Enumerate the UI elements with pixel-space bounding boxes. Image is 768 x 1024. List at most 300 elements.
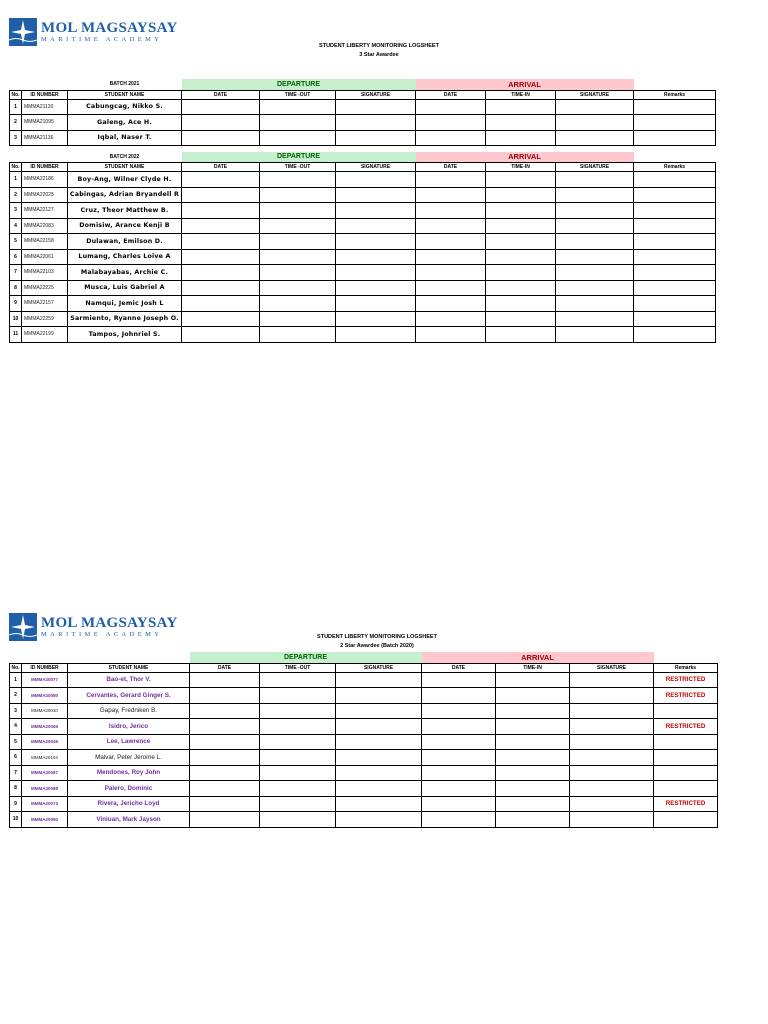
table-row bbox=[10, 99, 716, 115]
col-date-in: DATE bbox=[416, 90, 486, 99]
time-in-cell[interactable] bbox=[496, 812, 570, 828]
id-number: MMMA22259 bbox=[22, 311, 68, 327]
date-in-cell[interactable] bbox=[422, 672, 496, 688]
student-name: Musca, Luis Gabriel A bbox=[68, 280, 182, 296]
time-in-cell[interactable] bbox=[486, 234, 556, 250]
date-in-cell[interactable] bbox=[422, 750, 496, 766]
spacer bbox=[10, 79, 68, 90]
student-name: Namqui, Jemic Josh L bbox=[68, 296, 182, 312]
time-in-cell[interactable] bbox=[486, 265, 556, 281]
remarks-cell bbox=[654, 734, 718, 750]
column-header-row bbox=[10, 663, 718, 672]
signature-in-cell[interactable] bbox=[556, 99, 634, 115]
time-in-cell[interactable] bbox=[486, 187, 556, 203]
signature-in-cell[interactable] bbox=[556, 172, 634, 188]
col-signature-out: SIGNATURE bbox=[336, 90, 416, 99]
logo-line1: MOL MAGSAYSAY bbox=[41, 614, 178, 631]
col-student-name: STUDENT NAME bbox=[68, 90, 182, 99]
row-number: 3 bbox=[10, 203, 22, 219]
signature-out-cell[interactable] bbox=[336, 734, 422, 750]
date-out-cell[interactable] bbox=[182, 249, 260, 265]
date-out-cell[interactable] bbox=[190, 765, 260, 781]
table-row bbox=[10, 703, 718, 719]
spacer bbox=[10, 152, 68, 163]
signature-in-cell[interactable] bbox=[570, 688, 654, 704]
signature-in-cell[interactable] bbox=[556, 187, 634, 203]
signature-out-cell[interactable] bbox=[336, 130, 416, 146]
time-out-cell[interactable] bbox=[260, 719, 336, 735]
col-signature-in: SIGNATURE bbox=[556, 163, 634, 172]
spacer bbox=[634, 152, 716, 163]
time-in-cell[interactable] bbox=[486, 115, 556, 131]
signature-out-cell[interactable] bbox=[336, 672, 422, 688]
student-name: Palero, Dominic bbox=[68, 781, 190, 797]
time-out-cell[interactable] bbox=[260, 280, 336, 296]
signature-in-cell[interactable] bbox=[570, 750, 654, 766]
date-in-cell[interactable] bbox=[416, 172, 486, 188]
departure-header: DEPARTURE bbox=[190, 652, 422, 663]
row-number: 4 bbox=[10, 218, 22, 234]
remarks-cell bbox=[654, 750, 718, 766]
date-out-cell[interactable] bbox=[190, 703, 260, 719]
date-out-cell[interactable] bbox=[190, 734, 260, 750]
date-out-cell[interactable] bbox=[190, 796, 260, 812]
date-in-cell[interactable] bbox=[416, 130, 486, 146]
time-in-cell[interactable] bbox=[486, 249, 556, 265]
time-out-cell[interactable] bbox=[260, 99, 336, 115]
compass-star-icon bbox=[9, 613, 37, 641]
id-number: MMMA20090 bbox=[22, 812, 68, 828]
signature-out-cell[interactable] bbox=[336, 812, 422, 828]
remarks-cell[interactable] bbox=[634, 130, 716, 146]
signature-in-cell[interactable] bbox=[570, 719, 654, 735]
date-out-cell[interactable] bbox=[190, 750, 260, 766]
time-in-cell[interactable] bbox=[496, 734, 570, 750]
student-name: Mendones, Roy John bbox=[68, 765, 190, 781]
time-out-cell[interactable] bbox=[260, 734, 336, 750]
date-out-cell[interactable] bbox=[182, 296, 260, 312]
time-in-cell[interactable] bbox=[486, 172, 556, 188]
date-in-cell[interactable] bbox=[416, 218, 486, 234]
row-number: 2 bbox=[10, 187, 22, 203]
column-header-row bbox=[10, 90, 716, 99]
signature-out-cell[interactable] bbox=[336, 203, 416, 219]
time-out-cell[interactable] bbox=[260, 812, 336, 828]
time-out-cell[interactable] bbox=[260, 187, 336, 203]
time-in-cell[interactable] bbox=[486, 130, 556, 146]
remarks-cell: RESTRICTED bbox=[654, 796, 718, 812]
col-date-out: DATE bbox=[182, 90, 260, 99]
table-row bbox=[10, 218, 716, 234]
table-row bbox=[10, 765, 718, 781]
student-name: Rivera, Jericho Loyd bbox=[68, 796, 190, 812]
time-in-cell[interactable] bbox=[496, 765, 570, 781]
signature-in-cell[interactable] bbox=[556, 234, 634, 250]
col-student-name: STUDENT NAME bbox=[68, 663, 190, 672]
remarks-cell[interactable] bbox=[634, 327, 716, 343]
date-in-cell[interactable] bbox=[416, 249, 486, 265]
time-out-cell[interactable] bbox=[260, 249, 336, 265]
row-number: 7 bbox=[10, 265, 22, 281]
time-in-cell[interactable] bbox=[496, 750, 570, 766]
row-number: 10 bbox=[10, 311, 22, 327]
id-number: MMMA22199 bbox=[22, 327, 68, 343]
signature-out-cell[interactable] bbox=[336, 765, 422, 781]
col-time-in: TIME-IN bbox=[486, 90, 556, 99]
date-in-cell[interactable] bbox=[416, 311, 486, 327]
row-number: 3 bbox=[10, 703, 22, 719]
date-in-cell[interactable] bbox=[416, 234, 486, 250]
arrival-header: ARRIVAL bbox=[416, 152, 634, 163]
table-row bbox=[10, 781, 718, 797]
signature-out-cell[interactable] bbox=[336, 234, 416, 250]
time-out-cell[interactable] bbox=[260, 672, 336, 688]
signature-in-cell[interactable] bbox=[570, 734, 654, 750]
time-out-cell[interactable] bbox=[260, 781, 336, 797]
date-in-cell[interactable] bbox=[416, 327, 486, 343]
time-out-cell[interactable] bbox=[260, 296, 336, 312]
signature-in-cell[interactable] bbox=[556, 203, 634, 219]
time-in-cell[interactable] bbox=[496, 688, 570, 704]
date-in-cell[interactable] bbox=[416, 280, 486, 296]
id-number: MMMA22127 bbox=[22, 203, 68, 219]
time-out-cell[interactable] bbox=[260, 750, 336, 766]
remarks-cell[interactable] bbox=[634, 249, 716, 265]
date-out-cell[interactable] bbox=[182, 203, 260, 219]
row-number: 5 bbox=[10, 734, 22, 750]
signature-out-cell[interactable] bbox=[336, 719, 422, 735]
row-number: 5 bbox=[10, 234, 22, 250]
table-row bbox=[10, 812, 718, 828]
time-in-cell[interactable] bbox=[486, 99, 556, 115]
logo-line2: MARITIME ACADEMY bbox=[41, 630, 163, 638]
date-in-cell[interactable] bbox=[422, 796, 496, 812]
time-out-cell[interactable] bbox=[260, 765, 336, 781]
time-out-cell[interactable] bbox=[260, 703, 336, 719]
table-row bbox=[10, 719, 718, 735]
date-in-cell[interactable] bbox=[416, 203, 486, 219]
signature-out-cell[interactable] bbox=[336, 796, 422, 812]
banner-row bbox=[10, 652, 718, 663]
signature-in-cell[interactable] bbox=[556, 249, 634, 265]
remarks-cell[interactable] bbox=[634, 99, 716, 115]
row-number: 8 bbox=[10, 781, 22, 797]
id-number: MMMA22061 bbox=[22, 249, 68, 265]
col-time-in: TIME-IN bbox=[486, 163, 556, 172]
time-in-cell[interactable] bbox=[496, 796, 570, 812]
signature-out-cell[interactable] bbox=[336, 99, 416, 115]
date-out-cell[interactable] bbox=[190, 672, 260, 688]
date-in-cell[interactable] bbox=[422, 703, 496, 719]
row-number: 1 bbox=[10, 99, 22, 115]
date-in-cell[interactable] bbox=[416, 99, 486, 115]
date-in-cell[interactable] bbox=[422, 719, 496, 735]
id-number: MMMA22157 bbox=[22, 296, 68, 312]
date-out-cell[interactable] bbox=[182, 172, 260, 188]
spacer bbox=[654, 652, 718, 663]
row-number: 2 bbox=[10, 688, 22, 704]
id-number: MMMA20104 bbox=[22, 750, 68, 766]
signature-out-cell[interactable] bbox=[336, 172, 416, 188]
id-number: MMMA22103 bbox=[22, 265, 68, 281]
signature-in-cell[interactable] bbox=[570, 703, 654, 719]
time-out-cell[interactable] bbox=[260, 172, 336, 188]
id-number: MMMA22083 bbox=[22, 218, 68, 234]
time-out-cell[interactable] bbox=[260, 796, 336, 812]
row-number: 1 bbox=[10, 172, 22, 188]
date-out-cell[interactable] bbox=[182, 327, 260, 343]
col-signature-out: SIGNATURE bbox=[336, 663, 422, 672]
remarks-cell bbox=[654, 781, 718, 797]
remarks-cell: RESTRICTED bbox=[654, 672, 718, 688]
table-row bbox=[10, 234, 716, 250]
id-number: MMMA20088 bbox=[22, 781, 68, 797]
date-out-cell[interactable] bbox=[190, 688, 260, 704]
student-name: Lumang, Charles Loive A bbox=[68, 249, 182, 265]
batch-label: BATCH 2022 bbox=[109, 153, 140, 160]
student-name: Cabungcag, Nikko S. bbox=[68, 99, 182, 115]
student-name: Cabingas, Adrian Bryandell R bbox=[68, 187, 182, 203]
date-out-cell[interactable] bbox=[182, 99, 260, 115]
date-out-cell[interactable] bbox=[182, 130, 260, 146]
remarks-cell[interactable] bbox=[634, 296, 716, 312]
col-remarks: Remarks bbox=[634, 90, 716, 99]
signature-in-cell[interactable] bbox=[556, 218, 634, 234]
col-signature-out: SIGNATURE bbox=[336, 163, 416, 172]
time-in-cell[interactable] bbox=[496, 672, 570, 688]
logsheet-subheading: 3 Star Awardee bbox=[359, 52, 399, 58]
logsheet-table-2star bbox=[9, 652, 718, 828]
id-number: MMMA20010 bbox=[22, 703, 68, 719]
signature-out-cell[interactable] bbox=[336, 187, 416, 203]
time-out-cell[interactable] bbox=[260, 234, 336, 250]
remarks-cell bbox=[654, 812, 718, 828]
student-name: Cervantes, Gerard Ginger S. bbox=[68, 688, 190, 704]
date-in-cell[interactable] bbox=[422, 781, 496, 797]
col-date-in: DATE bbox=[416, 163, 486, 172]
row-number: 2 bbox=[10, 115, 22, 131]
batch-banner-row bbox=[10, 79, 716, 90]
remarks-cell[interactable] bbox=[634, 265, 716, 281]
col-time-out: TIME -OUT bbox=[260, 663, 336, 672]
signature-out-cell[interactable] bbox=[336, 218, 416, 234]
id-number: MMMA20073 bbox=[22, 796, 68, 812]
row-number: 3 bbox=[10, 130, 22, 146]
date-out-cell[interactable] bbox=[182, 234, 260, 250]
time-in-cell[interactable] bbox=[486, 311, 556, 327]
remarks-cell: RESTRICTED bbox=[654, 719, 718, 735]
column-header-row bbox=[10, 163, 716, 172]
table-row bbox=[10, 311, 716, 327]
date-in-cell[interactable] bbox=[422, 734, 496, 750]
id-number: MMMA21130 bbox=[22, 99, 68, 115]
student-name: Lee, Lawrence bbox=[68, 734, 190, 750]
remarks-cell[interactable] bbox=[634, 218, 716, 234]
date-out-cell[interactable] bbox=[182, 115, 260, 131]
row-number: 4 bbox=[10, 719, 22, 735]
remarks-cell bbox=[654, 703, 718, 719]
date-out-cell[interactable] bbox=[190, 781, 260, 797]
signature-in-cell[interactable] bbox=[556, 311, 634, 327]
time-in-cell[interactable] bbox=[496, 703, 570, 719]
student-name: Domisiw, Arance Kenji B bbox=[68, 218, 182, 234]
time-out-cell[interactable] bbox=[260, 311, 336, 327]
remarks-cell[interactable] bbox=[634, 234, 716, 250]
date-out-cell[interactable] bbox=[182, 187, 260, 203]
time-in-cell[interactable] bbox=[486, 296, 556, 312]
departure-header: DEPARTURE bbox=[182, 152, 416, 163]
spacer bbox=[10, 652, 190, 663]
signature-in-cell[interactable] bbox=[556, 280, 634, 296]
row-number: 9 bbox=[10, 296, 22, 312]
student-name: Isidro, Jerico bbox=[68, 719, 190, 735]
date-in-cell[interactable] bbox=[416, 115, 486, 131]
academy-logo bbox=[9, 18, 178, 46]
date-in-cell[interactable] bbox=[422, 812, 496, 828]
table-row bbox=[10, 327, 716, 343]
remarks-cell: RESTRICTED bbox=[654, 688, 718, 704]
time-in-cell[interactable] bbox=[496, 781, 570, 797]
id-number: MMMA20046 bbox=[22, 734, 68, 750]
academy-logo-2 bbox=[9, 613, 178, 641]
logsheet-heading: STUDENT LIBERTY MONITORING LOGSHEET bbox=[317, 634, 437, 640]
arrival-header: ARRIVAL bbox=[416, 79, 634, 90]
time-out-cell[interactable] bbox=[260, 218, 336, 234]
table-row bbox=[10, 265, 716, 281]
time-in-cell[interactable] bbox=[486, 327, 556, 343]
table-row bbox=[10, 187, 716, 203]
col-remarks: Remarks bbox=[654, 663, 718, 672]
remarks-cell[interactable] bbox=[634, 280, 716, 296]
row-number: 9 bbox=[10, 796, 22, 812]
logsheet-title-1 bbox=[234, 42, 524, 60]
time-out-cell[interactable] bbox=[260, 203, 336, 219]
remarks-cell[interactable] bbox=[634, 311, 716, 327]
signature-in-cell[interactable] bbox=[570, 796, 654, 812]
time-out-cell[interactable] bbox=[260, 327, 336, 343]
remarks-cell[interactable] bbox=[634, 172, 716, 188]
signature-out-cell[interactable] bbox=[336, 311, 416, 327]
student-name: Malabayabas, Archie C. bbox=[68, 265, 182, 281]
date-in-cell[interactable] bbox=[422, 765, 496, 781]
signature-in-cell[interactable] bbox=[570, 672, 654, 688]
time-out-cell[interactable] bbox=[260, 115, 336, 131]
col-date-out: DATE bbox=[190, 663, 260, 672]
signature-out-cell[interactable] bbox=[336, 750, 422, 766]
signature-out-cell[interactable] bbox=[336, 296, 416, 312]
signature-in-cell[interactable] bbox=[570, 781, 654, 797]
col-time-out: TIME -OUT bbox=[260, 90, 336, 99]
table-row bbox=[10, 296, 716, 312]
signature-in-cell[interactable] bbox=[556, 296, 634, 312]
time-out-cell[interactable] bbox=[260, 130, 336, 146]
arrival-header: ARRIVAL bbox=[422, 652, 654, 663]
signature-in-cell[interactable] bbox=[570, 812, 654, 828]
signature-in-cell[interactable] bbox=[556, 327, 634, 343]
table-row bbox=[10, 796, 718, 812]
id-number: MMMA21136 bbox=[22, 130, 68, 146]
logo-line1: MOL MAGSAYSAY bbox=[41, 19, 178, 36]
col-signature-in: SIGNATURE bbox=[556, 90, 634, 99]
col-time-out: TIME -OUT bbox=[260, 163, 336, 172]
date-in-cell[interactable] bbox=[422, 688, 496, 704]
signature-in-cell[interactable] bbox=[556, 130, 634, 146]
time-out-cell[interactable] bbox=[260, 688, 336, 704]
signature-in-cell[interactable] bbox=[570, 765, 654, 781]
compass-star-icon bbox=[9, 18, 37, 46]
date-out-cell[interactable] bbox=[182, 311, 260, 327]
remarks-cell[interactable] bbox=[634, 187, 716, 203]
date-out-cell[interactable] bbox=[190, 812, 260, 828]
date-out-cell[interactable] bbox=[190, 719, 260, 735]
date-out-cell[interactable] bbox=[182, 280, 260, 296]
col-id-number: ID NUMBER bbox=[22, 663, 68, 672]
signature-out-cell[interactable] bbox=[336, 249, 416, 265]
logsheet-subheading: 2 Star Awardee (Batch 2020) bbox=[340, 643, 414, 649]
id-number: MMMA20080 bbox=[22, 688, 68, 704]
logsheet-title-2 bbox=[232, 633, 522, 651]
table-row bbox=[10, 130, 716, 146]
id-number: MMMA22186 bbox=[22, 172, 68, 188]
table-row bbox=[10, 280, 716, 296]
student-name: Galeng, Ace H. bbox=[68, 115, 182, 131]
signature-out-cell[interactable] bbox=[336, 781, 422, 797]
logo-line2: MARITIME ACADEMY bbox=[41, 35, 163, 43]
student-name: Viniuan, Mark Jayson bbox=[68, 812, 190, 828]
signature-in-cell[interactable] bbox=[556, 265, 634, 281]
col-signature-in: SIGNATURE bbox=[570, 663, 654, 672]
date-out-cell[interactable] bbox=[182, 265, 260, 281]
id-number: MMMA22225 bbox=[22, 280, 68, 296]
row-number: 6 bbox=[10, 249, 22, 265]
row-number: 11 bbox=[10, 327, 22, 343]
id-number: MMMA21095 bbox=[22, 115, 68, 131]
date-out-cell[interactable] bbox=[182, 218, 260, 234]
signature-in-cell[interactable] bbox=[556, 115, 634, 131]
table-row bbox=[10, 688, 718, 704]
col-no: No. bbox=[11, 91, 20, 98]
signature-out-cell[interactable] bbox=[336, 327, 416, 343]
time-in-cell[interactable] bbox=[496, 719, 570, 735]
remarks-cell[interactable] bbox=[634, 203, 716, 219]
student-name: Iqbal, Naser T. bbox=[68, 130, 182, 146]
signature-out-cell[interactable] bbox=[336, 280, 416, 296]
time-out-cell[interactable] bbox=[260, 265, 336, 281]
table-row bbox=[10, 115, 716, 131]
remarks-cell[interactable] bbox=[634, 115, 716, 131]
date-in-cell[interactable] bbox=[416, 296, 486, 312]
col-time-in: TIME-IN bbox=[496, 663, 570, 672]
spacer bbox=[634, 79, 716, 90]
signature-out-cell[interactable] bbox=[336, 688, 422, 704]
signature-out-cell[interactable] bbox=[336, 115, 416, 131]
time-in-cell[interactable] bbox=[486, 280, 556, 296]
row-number: 10 bbox=[10, 812, 22, 828]
batch-label: BATCH 2021 bbox=[109, 81, 140, 88]
logsheet-heading: STUDENT LIBERTY MONITORING LOGSHEET bbox=[319, 43, 439, 49]
student-name: Bao-et, Thor V. bbox=[68, 672, 190, 688]
student-name: Sarmiento, Ryanne Joseph O. bbox=[68, 311, 182, 327]
remarks-cell bbox=[654, 765, 718, 781]
signature-out-cell[interactable] bbox=[336, 703, 422, 719]
time-in-cell[interactable] bbox=[486, 218, 556, 234]
date-in-cell[interactable] bbox=[416, 265, 486, 281]
id-number: MMMA22025 bbox=[22, 187, 68, 203]
id-number: MMMA22158 bbox=[22, 234, 68, 250]
date-in-cell[interactable] bbox=[416, 187, 486, 203]
signature-out-cell[interactable] bbox=[336, 265, 416, 281]
time-in-cell[interactable] bbox=[486, 203, 556, 219]
